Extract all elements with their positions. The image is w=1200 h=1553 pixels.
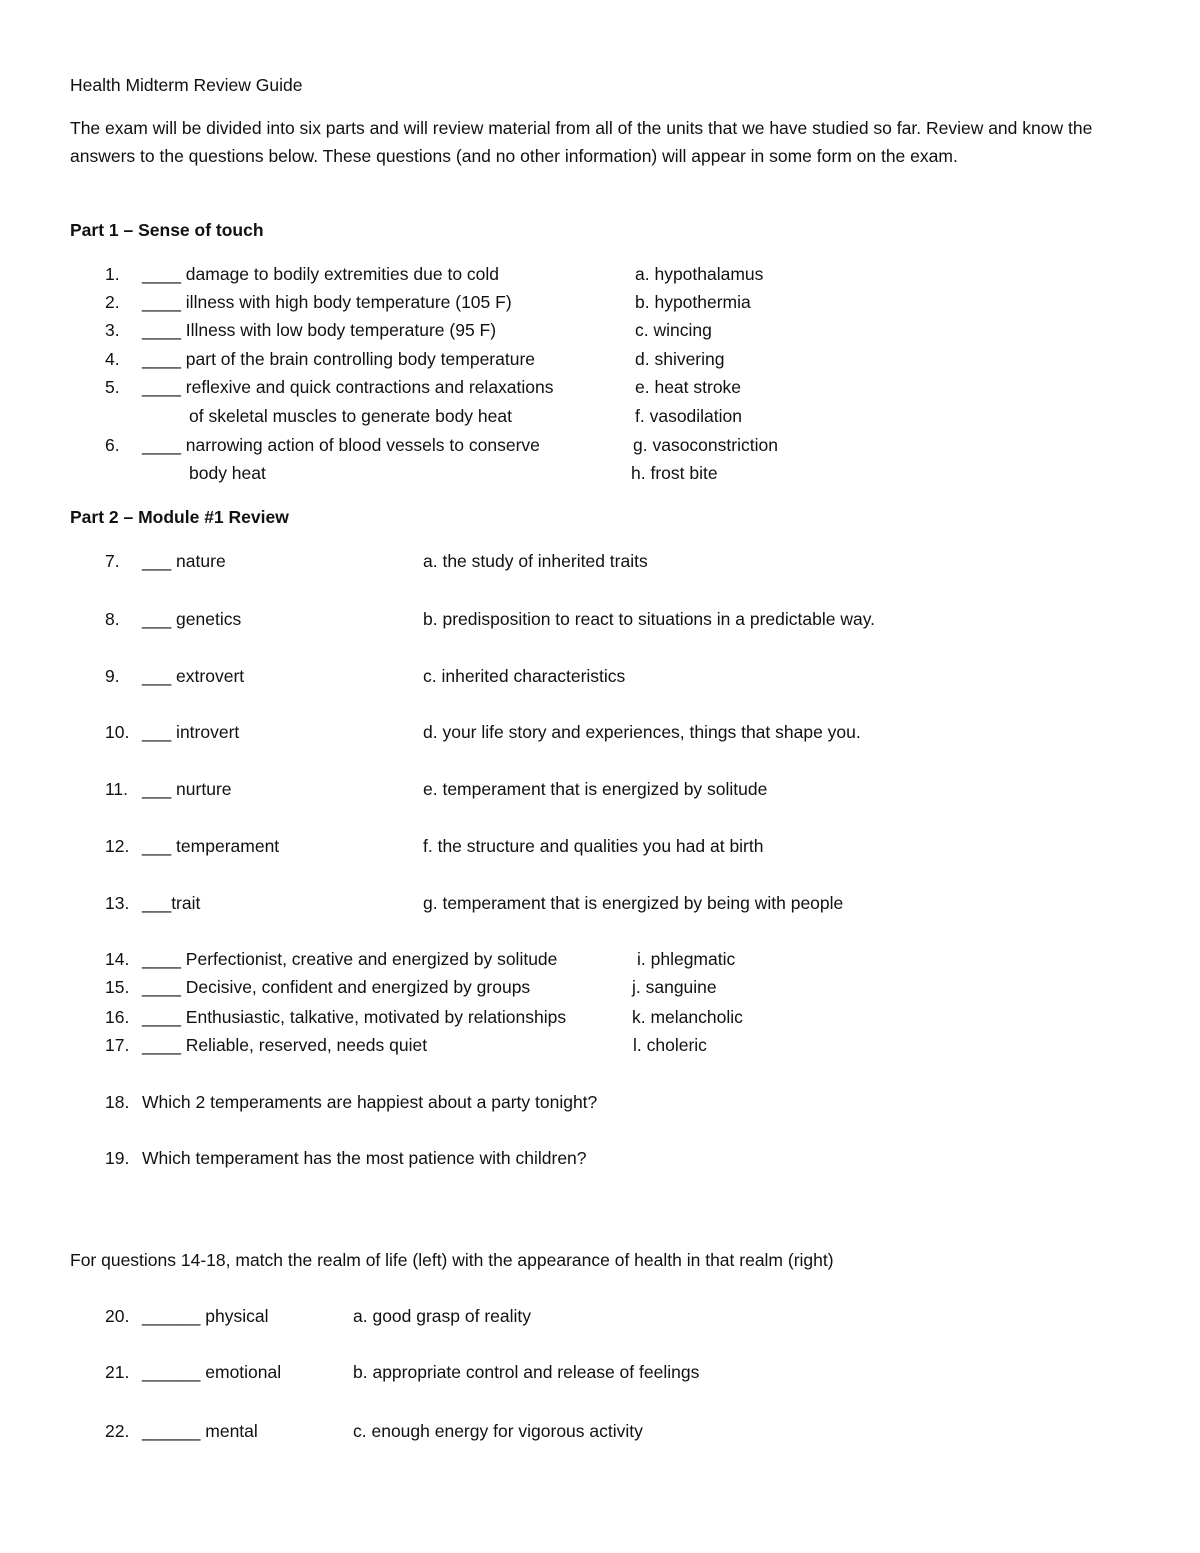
answer-option: e. heat stroke: [635, 377, 742, 397]
definition: b. predisposition to react to situations in a predictable way.: [423, 609, 876, 629]
question-number: 13.: [105, 893, 130, 913]
definition: a. the study of inherited traits: [423, 551, 648, 571]
answer-option: k. melancholic: [632, 1007, 743, 1027]
question-number: 11.: [105, 779, 129, 799]
question-text: ____ Illness with low body temperature (95 F): [142, 320, 497, 340]
part1-heading: Part 1 – Sense of touch: [70, 220, 264, 240]
term: ______ physical: [142, 1306, 269, 1326]
question-number: 16.: [105, 1007, 130, 1027]
page-title: Health Midterm Review Guide: [70, 75, 303, 95]
question-number: 18.: [105, 1092, 130, 1112]
answer-option: l. choleric: [633, 1035, 707, 1055]
term: ___ temperament: [142, 836, 280, 856]
definition: f. the structure and qualities you had at birth: [423, 836, 764, 856]
question-text: ____ Enthusiastic, talkative, motivated by relationships: [142, 1007, 567, 1027]
answer-option: i. phlegmatic: [637, 949, 736, 969]
question-number: 12.: [105, 836, 130, 856]
definition: d. your life story and experiences, things that shape you.: [423, 722, 861, 742]
question-text: ____ damage to bodily extremities due to cold: [142, 264, 500, 284]
definition: b. appropriate control and release of feelings: [353, 1362, 700, 1382]
term: ______ emotional: [142, 1362, 282, 1382]
part2-heading: Part 2 – Module #1 Review: [70, 507, 289, 527]
question-number: 6.: [105, 435, 120, 455]
question-text-continued: body heat: [189, 463, 266, 483]
question-number: 20.: [105, 1306, 130, 1326]
question-text: Which temperament has the most patience with children?: [142, 1148, 587, 1168]
question-number: 21.: [105, 1362, 130, 1382]
question-text: ____ narrowing action of blood vessels to conserve: [142, 435, 540, 455]
answer-option: d. shivering: [635, 349, 725, 369]
term: ___ genetics: [142, 609, 242, 629]
question-number: 22.: [105, 1421, 130, 1441]
answer-option: g. vasoconstriction: [633, 435, 778, 455]
term: ___ nurture: [142, 779, 232, 799]
answer-option: a. hypothalamus: [635, 264, 764, 284]
question-number: 8.: [105, 609, 120, 629]
realm-instruction: For questions 14-18, match the realm of life (left) with the appearance of health in that realm (right): [70, 1250, 834, 1270]
question-text: ____ Perfectionist, creative and energized by solitude: [142, 949, 558, 969]
question-number: 10.: [105, 722, 130, 742]
term: ___ nature: [142, 551, 226, 571]
question-number: 17.: [105, 1035, 130, 1055]
question-text: ____ Decisive, confident and energized by groups: [142, 977, 531, 997]
definition: g. temperament that is energized by being with people: [423, 893, 844, 913]
question-number: 2.: [105, 292, 120, 312]
question-text: ____ reflexive and quick contractions and relaxations: [142, 377, 554, 397]
term: ___ extrovert: [142, 666, 245, 686]
question-number: 4.: [105, 349, 120, 369]
answer-option: j. sanguine: [632, 977, 717, 997]
question-number: 3.: [105, 320, 120, 340]
question-text: Which 2 temperaments are happiest about a party tonight?: [142, 1092, 598, 1112]
term: ___trait: [142, 893, 201, 913]
intro-paragraph: The exam will be divided into six parts and will review material from all of the units that we have studied so far. Review and know the answers to the questions below. These questions (and no other information) will appear in some form on the exam.: [70, 118, 1093, 166]
term: ___ introvert: [142, 722, 240, 742]
question-text: ____ Reliable, reserved, needs quiet: [142, 1035, 428, 1055]
question-number: 5.: [105, 377, 120, 397]
question-number: 14.: [105, 949, 130, 969]
answer-option: f. vasodilation: [635, 406, 743, 426]
question-text: ____ part of the brain controlling body temperature: [142, 349, 536, 369]
answer-option: c. wincing: [635, 320, 712, 340]
question-number: 15.: [105, 977, 130, 997]
definition: a. good grasp of reality: [353, 1306, 532, 1326]
definition: c. enough energy for vigorous activity: [353, 1421, 643, 1441]
answer-option: b. hypothermia: [635, 292, 751, 312]
term: ______ mental: [142, 1421, 258, 1441]
question-number: 1.: [105, 264, 120, 284]
question-text: ____ illness with high body temperature (105 F): [142, 292, 512, 312]
question-number: 19.: [105, 1148, 130, 1168]
question-number: 7.: [105, 551, 120, 571]
question-number: 9.: [105, 666, 120, 686]
definition: e. temperament that is energized by solitude: [423, 779, 768, 799]
answer-option: h. frost bite: [631, 463, 718, 483]
question-text-continued: of skeletal muscles to generate body heat: [189, 406, 512, 426]
definition: c. inherited characteristics: [423, 666, 626, 686]
